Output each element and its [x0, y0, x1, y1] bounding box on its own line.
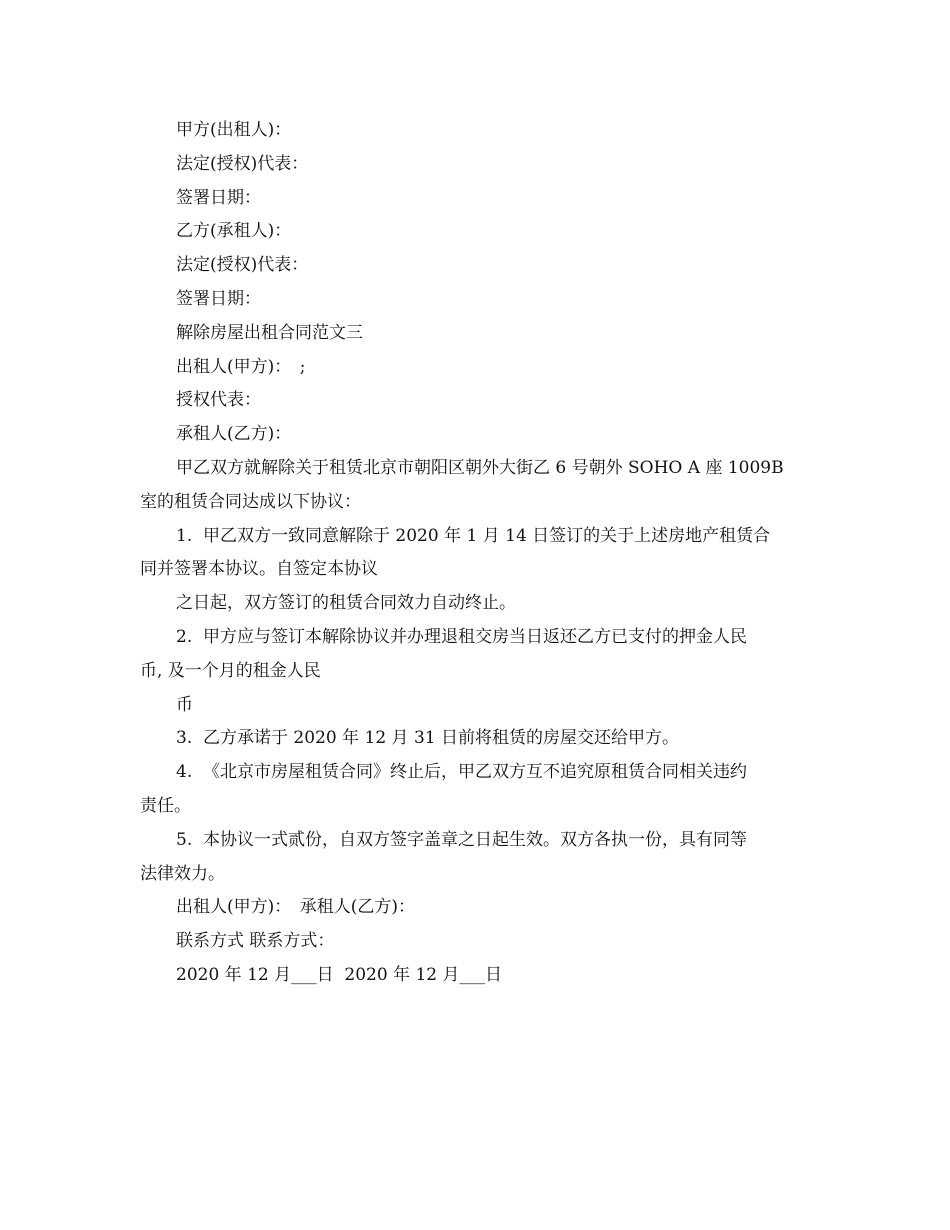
intro-paragraph-line-1: 甲乙双方就解除关于租赁北京市朝阳区朝外大街乙 6 号朝外 SOHO A 座 1009B [176, 457, 784, 478]
clause-1-line-1: 1. 甲乙双方一致同意解除于 2020 年 1 月 14 日签订的关于上述房地产租赁合 [176, 525, 771, 546]
signature-parties: 出租人(甲方)： 承租人(乙方)： [176, 897, 416, 918]
clause-2-line-2: 币, 及一个月的租金人民 [140, 660, 321, 681]
lessee-sign-date-label: 签署日期： [176, 288, 261, 309]
lessor-label: 甲方(出租人)： [176, 120, 292, 140]
party-a-label: 出租人(甲方)： ; [176, 356, 306, 377]
clause-3: 3. 乙方承诺于 2020 年 12 月 31 日前将租赁的房屋交还给甲方。 [176, 728, 679, 749]
clause-1-line-2: 同并签署本协议。自签定本协议 [140, 559, 378, 580]
clause-4-line-1: 4. 《北京市房屋租赁合同》终止后，甲乙双方互不追究原租赁合同相关违约 [176, 762, 748, 783]
clause-1-line-3: 之日起，双方签订的租赁合同效力自动终止。 [176, 593, 516, 614]
authorized-representative-label: 授权代表： [176, 390, 261, 411]
clause-5-line-2: 法律效力。 [140, 863, 225, 884]
clause-4-line-2: 责任。 [140, 795, 191, 816]
party-b-label: 承租人(乙方)： [176, 424, 292, 445]
lessor-sign-date-label: 签署日期： [176, 187, 261, 208]
lessee-label: 乙方(承租人)： [176, 221, 292, 242]
clause-2-line-3: 币 [176, 694, 193, 715]
lessor-representative-label: 法定(授权)代表： [176, 153, 309, 174]
section-title: 解除房屋出租合同范文三 [176, 322, 363, 343]
lessee-representative-label: 法定(授权)代表： [176, 255, 309, 276]
clause-2-line-1: 2. 甲方应与签订本解除协议并办理退租交房当日返还乙方已支付的押金人民 [176, 626, 748, 647]
intro-paragraph-line-2: 室的租赁合同达成以下协议： [140, 491, 361, 512]
contact-info: 联系方式 联系方式： [176, 931, 335, 952]
signature-dates: 2020 年 12 月___日 2020 年 12 月___日 [176, 964, 503, 985]
clause-5-line-1: 5. 本协议一式贰份，自双方签字盖章之日起生效。双方各执一份，具有同等 [176, 829, 748, 850]
document-body [140, 114, 814, 993]
